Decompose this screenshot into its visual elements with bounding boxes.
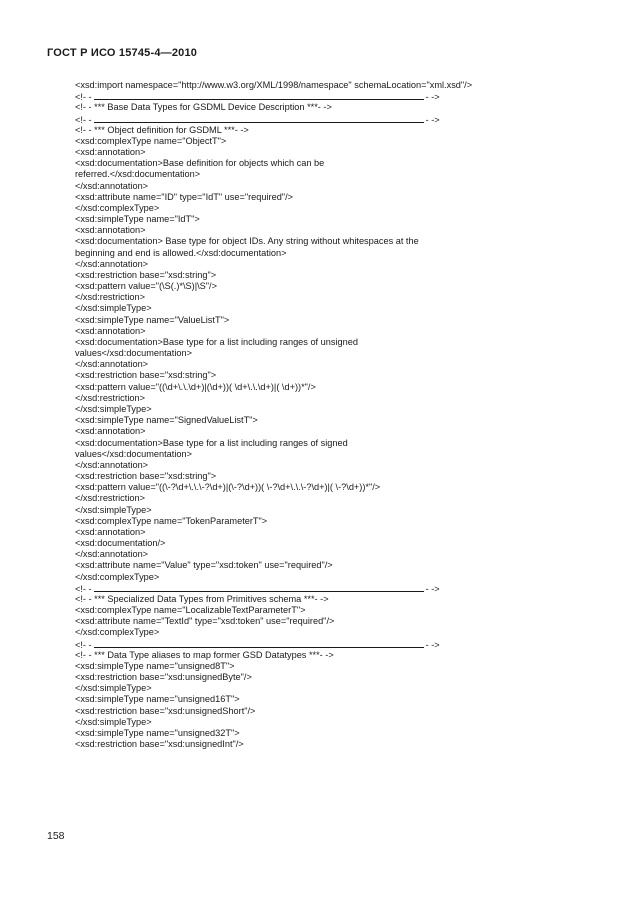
- separator-open: <!- -: [75, 639, 92, 650]
- code-line: </xsd:complexType>: [75, 571, 160, 582]
- separator-close: - ->: [425, 114, 440, 125]
- code-line: <xsd:annotation>: [75, 526, 146, 537]
- code-line: <xsd:restriction base="xsd:string">: [75, 370, 217, 381]
- page-number: 158: [47, 830, 65, 842]
- comment-separator: [75, 583, 595, 594]
- code-line: <xsd:restriction base="xsd:unsignedInt"/>: [75, 739, 244, 750]
- code-line: <xsd:documentation/>: [75, 538, 166, 549]
- code-line: <xsd:pattern value="((\-?\d+\.\.\-?\d+)|(\-?\d+))( \-?\d+\.\.\-?\d+)|( \-?\d+))*"/>: [75, 482, 381, 493]
- separator-open: <!- -: [75, 583, 92, 594]
- code-line: <xsd:simpleType name="unsigned32T">: [75, 727, 240, 738]
- code-line: <xsd:documentation>Base type for a list including ranges of unsigned: [75, 336, 358, 347]
- code-line: <xsd:documentation> Base type for object IDs. Any string without whitespaces at the: [75, 236, 419, 247]
- code-line: <xsd:attribute name="ID" type="IdT" use="required"/>: [75, 191, 293, 202]
- code-line: <xsd:documentation>Base definition for objects which can be: [75, 158, 325, 169]
- code-line: beginning and end is allowed.</xsd:documentation>: [75, 247, 287, 258]
- code-line: </xsd:annotation>: [75, 549, 149, 560]
- code-listing: [75, 80, 595, 750]
- code-line: <xsd:restriction base="xsd:string">: [75, 269, 217, 280]
- code-line: values</xsd:documentation>: [75, 448, 192, 459]
- code-line: </xsd:complexType>: [75, 627, 160, 638]
- code-line: </xsd:annotation>: [75, 180, 149, 191]
- separator-close: - ->: [425, 583, 440, 594]
- code-line: <xsd:documentation>Base type for a list including ranges of signed: [75, 437, 348, 448]
- code-line: <xsd:restriction base="xsd:string">: [75, 471, 217, 482]
- document-header: ГОСТ Р ИСО 15745-4—2010: [47, 47, 198, 59]
- code-line: <xsd:attribute name="Value" type="xsd:token" use="required"/>: [75, 560, 333, 571]
- separator-rule: [94, 91, 424, 100]
- code-line: </xsd:annotation>: [75, 359, 149, 370]
- code-line: </xsd:simpleType>: [75, 403, 152, 414]
- separator-close: - ->: [425, 92, 440, 103]
- code-line: <xsd:complexType name="LocalizableTextParameterT">: [75, 605, 306, 616]
- code-line: <!- - *** Base Data Types for GSDML Device Description ***- ->: [75, 102, 332, 113]
- code-line: referred.</xsd:documentation>: [75, 169, 201, 180]
- separator-close: - ->: [425, 639, 440, 650]
- code-line: <xsd:annotation>: [75, 147, 146, 158]
- code-line: </xsd:annotation>: [75, 459, 149, 470]
- code-line: </xsd:simpleType>: [75, 716, 152, 727]
- code-line: <xsd:import namespace="http://www.w3.org/XML/1998/namespace" schemaLocation="xml.xsd"/>: [75, 80, 473, 90]
- code-line: <xsd:attribute name="TextId" type="xsd:token" use="required"/>: [75, 616, 335, 627]
- code-line: <xsd:complexType name="ObjectT">: [75, 135, 227, 146]
- code-line: </xsd:complexType>: [75, 202, 160, 213]
- separator-open: <!- -: [75, 92, 92, 103]
- comment-separator: [75, 91, 595, 102]
- separator-rule: [94, 583, 424, 592]
- separator-rule: [94, 639, 424, 648]
- code-line: </xsd:annotation>: [75, 258, 149, 269]
- code-line: </xsd:simpleType>: [75, 303, 152, 314]
- comment-separator: [75, 114, 595, 125]
- code-line: <xsd:annotation>: [75, 325, 146, 336]
- code-line: </xsd:simpleType>: [75, 504, 152, 515]
- code-line: </xsd:restriction>: [75, 292, 145, 303]
- code-line: <!- - *** Data Type aliases to map former GSD Datatypes ***- ->: [75, 649, 334, 660]
- comment-separator: [75, 639, 595, 650]
- code-line: values</xsd:documentation>: [75, 348, 192, 359]
- code-line: <xsd:annotation>: [75, 225, 146, 236]
- code-line: <xsd:simpleType name="SignedValueListT">: [75, 415, 258, 426]
- separator-open: <!- -: [75, 114, 92, 125]
- code-line: </xsd:simpleType>: [75, 683, 152, 694]
- code-line: <xsd:restriction base="xsd:unsignedByte"/>: [75, 672, 252, 683]
- code-line: </xsd:restriction>: [75, 493, 145, 504]
- code-line: <xsd:pattern value="(\S(.)*\S)|\S"/>: [75, 281, 217, 292]
- code-line: </xsd:restriction>: [75, 392, 145, 403]
- code-line: <xsd:simpleType name="unsigned16T">: [75, 694, 240, 705]
- separator-rule: [94, 114, 424, 123]
- code-line: <!- - *** Specialized Data Types from Primitives schema ***- ->: [75, 593, 329, 604]
- code-line: <xsd:annotation>: [75, 426, 146, 437]
- code-line: <!- - *** Object definition for GSDML ***- ->: [75, 124, 249, 135]
- code-line: <xsd:simpleType name="IdT">: [75, 214, 200, 225]
- code-line: <xsd:complexType name="TokenParameterT">: [75, 515, 268, 526]
- code-line: <xsd:pattern value="((\d+\.\.\d+)|(\d+))( \d+\.\.\d+)|( \d+))*"/>: [75, 381, 316, 392]
- code-line: <xsd:simpleType name="unsigned8T">: [75, 660, 235, 671]
- code-line: <xsd:restriction base="xsd:unsignedShort"/>: [75, 705, 256, 716]
- code-line: <xsd:simpleType name="ValueListT">: [75, 314, 230, 325]
